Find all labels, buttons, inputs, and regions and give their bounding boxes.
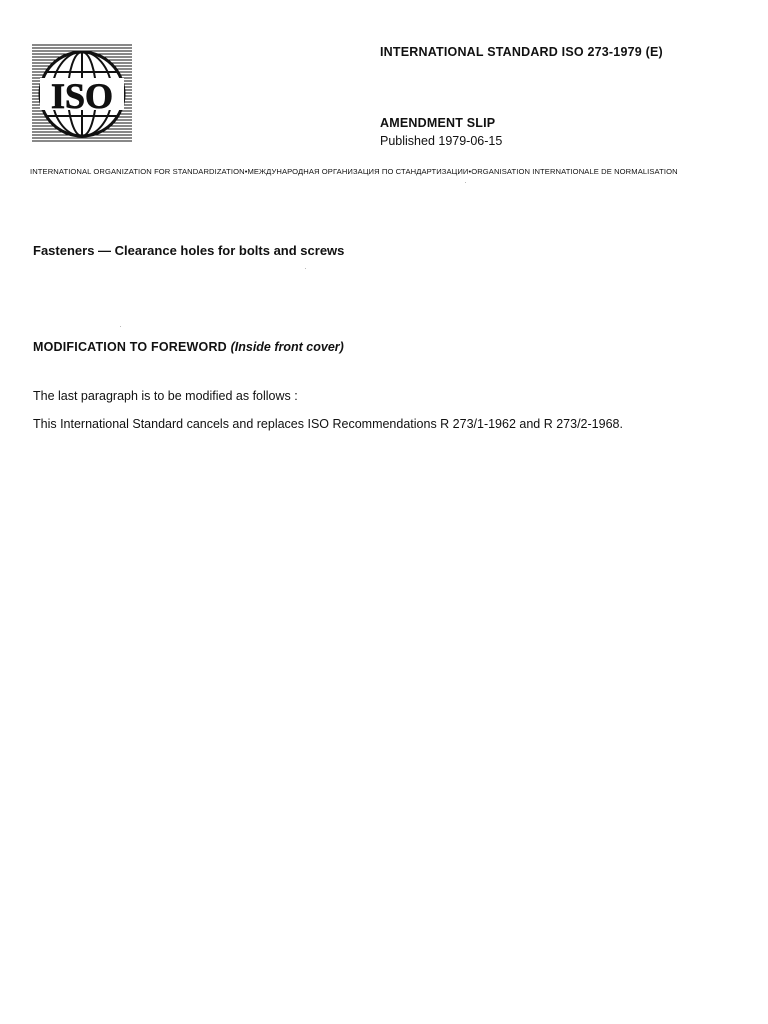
scan-speck — [305, 268, 306, 269]
section-heading — [33, 340, 344, 354]
amendment-label: AMENDMENT SLIP — [380, 116, 496, 130]
scan-speck — [465, 182, 466, 183]
section-heading-note: (Inside front cover) — [230, 340, 344, 354]
document-title: Fasteners — Clearance holes for bolts and screws — [33, 243, 345, 258]
paragraph-2: This International Standard cancels and replaces ISO Recommendations R 273/1-1962 and R 273/2-1968. — [33, 417, 623, 431]
standard-reference: INTERNATIONAL STANDARD ISO 273-1979 (E) — [380, 45, 663, 59]
paragraph-1: The last paragraph is to be modified as follows : — [33, 389, 298, 403]
svg-text:ISO: ISO — [50, 76, 114, 116]
organization-line: INTERNATIONAL ORGANIZATION FOR STANDARDIZATION•МЕЖДУНАРОДНАЯ ОРГАНИЗАЦИЯ ПО СТАНДАРТИЗАЦИИ•ORGANISATION INTERNATIONALE DE NORMALISATION — [30, 167, 678, 176]
iso-globe-logo-icon — [32, 44, 132, 144]
section-heading-text: MODIFICATION TO FOREWORD — [33, 340, 227, 354]
published-date: Published 1979-06-15 — [380, 134, 503, 148]
scan-speck — [120, 326, 121, 327]
